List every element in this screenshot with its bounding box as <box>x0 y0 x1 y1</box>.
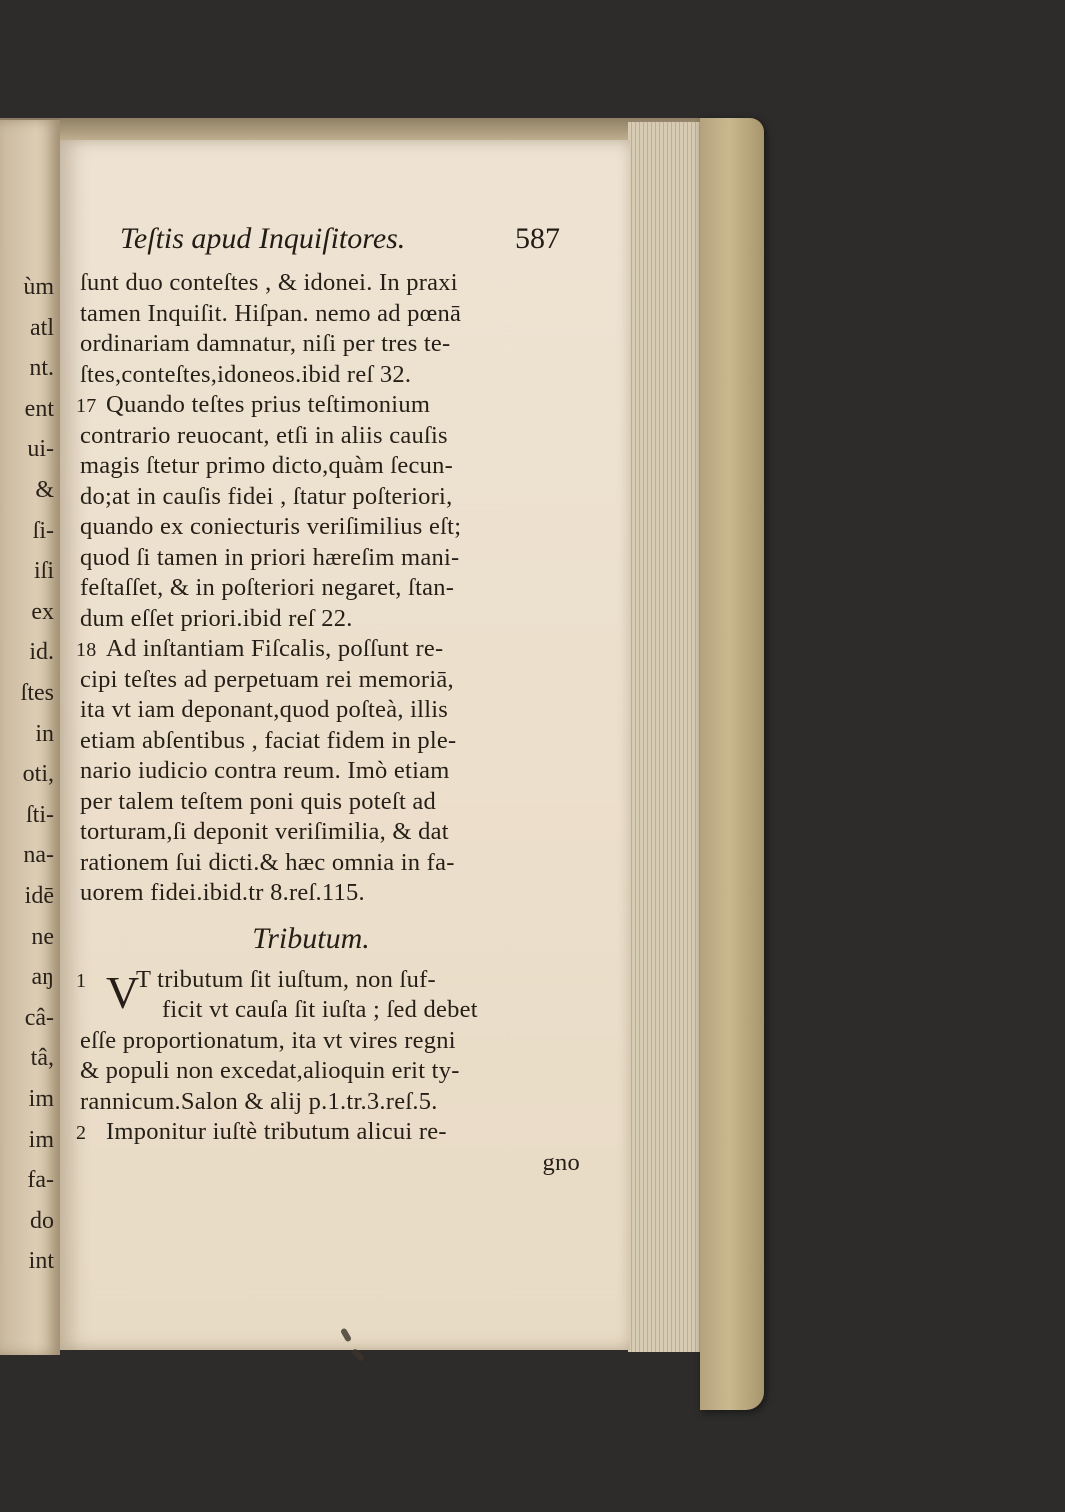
line-text: per talem teſtem poni quis poteſt ad <box>80 787 436 815</box>
text-line <box>76 1117 586 1148</box>
left-page-fragment: ſti- <box>26 801 54 828</box>
text-line <box>76 482 586 513</box>
left-page-fragment: nt. <box>29 355 54 382</box>
line-text: magis ſtetur primo dicto,quàm ſecun- <box>80 452 454 479</box>
paragraph-number: 18 <box>76 639 97 661</box>
text-line <box>76 995 586 1026</box>
left-page-fragment: ſtes <box>20 680 54 706</box>
left-page-fragment: ui- <box>27 436 54 463</box>
left-page-fragment: & <box>35 477 54 503</box>
line-text: contrario reuocant, etſi in aliis cauſis <box>80 421 448 449</box>
left-page-fragment: ent <box>24 395 54 422</box>
line-text: ſtes,conteſtes,idoneos.ibid reſ 32. <box>80 360 412 388</box>
left-page-fragment: ne <box>31 923 54 950</box>
left-page-fragment: fa- <box>27 1167 54 1194</box>
paragraph-number: 2 <box>76 1122 87 1144</box>
line-text: quando ex coniecturis veriſimilius eſt; <box>80 513 462 540</box>
running-head-title: Teſtis apud Inquiſitores. <box>120 222 406 255</box>
paragraph-number: 17 <box>76 395 97 417</box>
left-page-fragment: im <box>28 1126 54 1153</box>
line-text: dum eſſet priori.ibid reſ 22. <box>80 604 353 632</box>
left-page-fragment: câ- <box>24 1004 54 1031</box>
line-text: Ad inſtantiam Fiſcalis, poſſunt re- <box>106 635 444 662</box>
left-page-fragment: im <box>28 1086 54 1112</box>
text-line <box>76 573 586 604</box>
text-line <box>76 512 586 543</box>
catchword: gno <box>542 1148 580 1176</box>
line-text: cipi teſtes ad perpetuam rei memoriā, <box>80 665 454 693</box>
ink-spot <box>351 1348 365 1362</box>
book-top-edge <box>0 118 700 140</box>
body-lines <box>76 268 586 909</box>
page-body <box>76 268 586 1178</box>
running-head <box>120 222 560 262</box>
line-text: ordinariam damnatur, niſi per tres te- <box>80 330 451 357</box>
left-page-fragment: atl <box>30 314 54 341</box>
text-line <box>76 787 586 818</box>
text-line <box>76 360 586 391</box>
left-page-fragment: aŋ <box>31 964 54 991</box>
left-page-fragment: na- <box>23 842 54 869</box>
page-number: 587 <box>515 222 560 255</box>
left-page-fragment: ſi- <box>32 517 54 544</box>
left-page-fragment: iſi <box>33 558 54 585</box>
line-text: ita vt iam deponant,quod poſteà, illis <box>80 696 449 723</box>
left-page-fragment: int <box>28 1248 54 1275</box>
line-text: torturam,ſi deponit veriſimilia, & dat <box>80 818 449 845</box>
line-text: do;at in cauſis fidei , ſtatur poſteriori, <box>80 482 453 510</box>
line-text: T tributum ſit iuſtum, non ſuf- <box>136 965 436 993</box>
left-page-fragment: in <box>35 720 54 747</box>
text-line <box>76 421 586 452</box>
line-text: ſunt duo conteſtes , & idonei. In praxi <box>80 269 458 296</box>
text-line <box>76 1087 586 1118</box>
line-text: eſſe proportionatum, ita vt vires regni <box>80 1026 456 1054</box>
section-lines <box>76 965 586 1148</box>
text-line <box>76 604 586 635</box>
line-text: & populi non excedat,alioquin erit ty- <box>80 1057 460 1084</box>
left-page-fragment: oti, <box>22 761 54 788</box>
paragraph-number: 1 <box>76 969 87 992</box>
left-page-fragment: id. <box>29 639 54 666</box>
left-page-fragment: ex <box>31 598 54 625</box>
text-line <box>76 726 586 757</box>
left-page-fragment: idē <box>24 883 54 909</box>
text-line <box>76 1026 586 1057</box>
text-line <box>76 543 586 574</box>
book-cover <box>700 118 764 1410</box>
line-text: tamen Inquiſit. Hiſpan. nemo ad pœnā <box>80 299 462 327</box>
line-text: ficit vt cauſa ſit iuſta ; ſed debet <box>162 996 478 1023</box>
text-line <box>76 1056 586 1087</box>
text-line <box>76 756 586 787</box>
text-line <box>76 695 586 726</box>
line-text: feſtaſſet, & in poſteriori negaret, ſtan- <box>80 574 455 601</box>
text-line <box>76 451 586 482</box>
left-page-fragment: do <box>30 1207 54 1234</box>
page-stack-edges <box>628 122 710 1352</box>
left-page-fragment: ùm <box>23 274 54 300</box>
text-line <box>76 878 586 909</box>
text-line <box>76 268 586 299</box>
line-text: rannicum.Salon & alij p.1.tr.3.reſ.5. <box>80 1087 438 1115</box>
drop-capital: V <box>106 966 140 1018</box>
line-text: Imponitur iuſtè tributum alicui re- <box>106 1118 447 1145</box>
text-line <box>76 634 586 665</box>
text-line <box>76 817 586 848</box>
text-line <box>76 390 586 421</box>
line-text: uorem fidei.ibid.tr 8.reſ.115. <box>80 879 365 906</box>
text-line <box>76 299 586 330</box>
left-page-fragment: tâ, <box>30 1045 54 1072</box>
section-title: Tributum. <box>252 921 370 955</box>
text-line <box>76 329 586 360</box>
text-line <box>76 848 586 879</box>
text-line <box>76 665 586 696</box>
previous-page-sliver <box>0 118 60 1355</box>
line-text: quod ſi tamen in priori hæreſim mani- <box>80 543 460 571</box>
line-text: rationem ſui dicti.& hæc omnia in fa- <box>80 848 455 876</box>
line-text: nario iudicio contra reum. Imò etiam <box>80 757 450 784</box>
line-text: etiam abſentibus , faciat fidem in ple- <box>80 726 457 754</box>
line-text: Quando teſtes prius teſtimonium <box>106 391 431 418</box>
